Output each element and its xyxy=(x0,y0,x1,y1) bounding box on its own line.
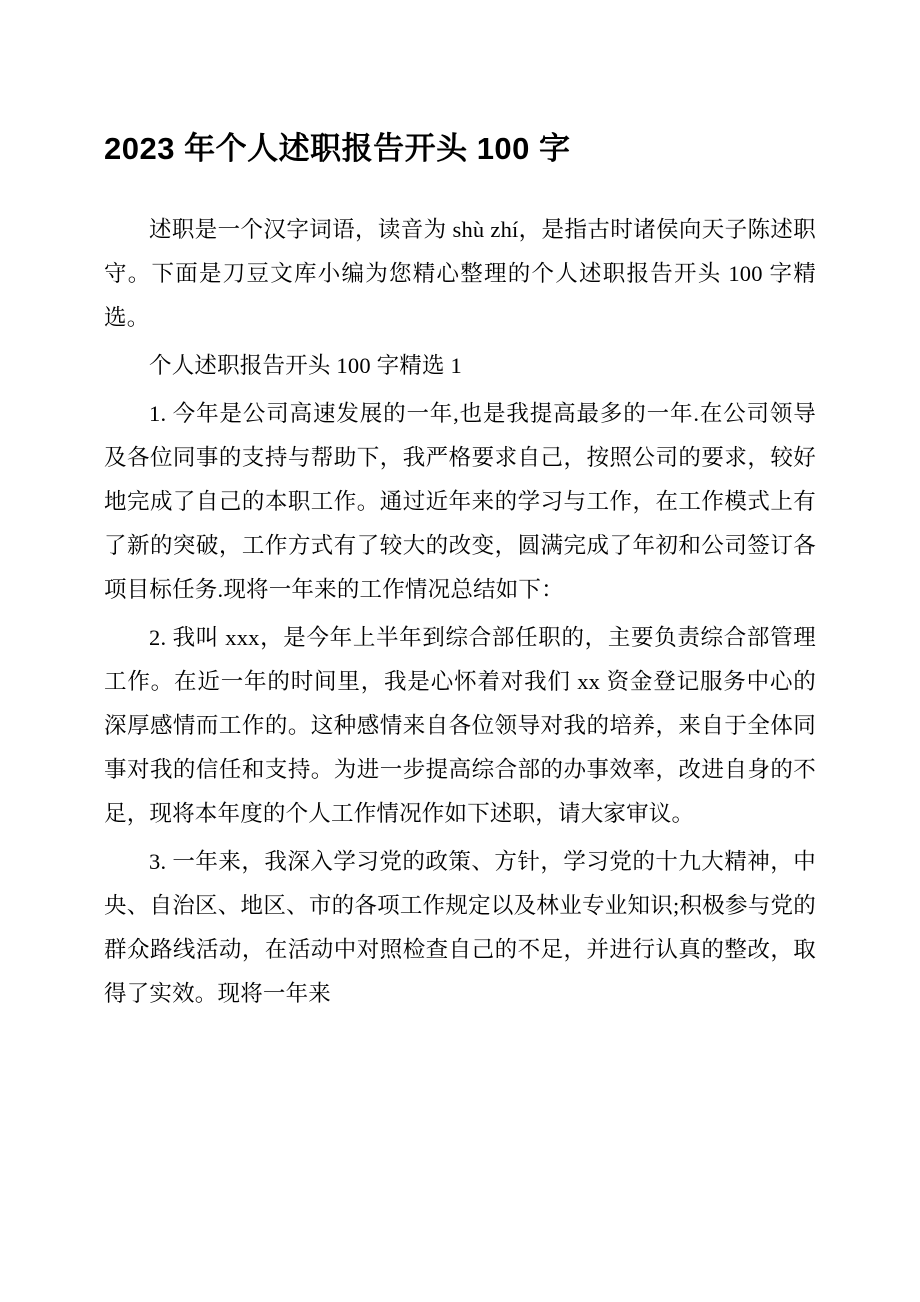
paragraph-item-1: 1. 今年是公司高速发展的一年,也是我提高最多的一年.在公司领导及各位同事的支持与帮助下，我严格要求自己，按照公司的要求，较好地完成了自己的本职工作。通过近年来的学习与工作，在工作模式上有了新的突破，工作方式有了较大的改变，圆满完成了年初和公司签订各项目标任务.现将一年来的工作情况总结如下： xyxy=(104,400,816,602)
paragraph-item-2: 2. 我叫 xxx，是今年上半年到综合部任职的，主要负责综合部管理工作。在近一年的时间里，我是心怀着对我们 xx 资金登记服务中心的深厚感情而工作的。这种感情来自各位领导对我的培养，来自于全体同事对我的信任和支持。为进一步提高综合部的办事效率，改进自身的不足，现将本年度的个人工作情况作如下述职，请大家审议。 xyxy=(104,624,816,826)
page-title: 2023 年个人述职报告开头 100 字 xyxy=(104,131,571,166)
paragraph-item-3: 3. 一年来，我深入学习党的政策、方针，学习党的十九大精神，中央、自治区、地区、市的各项工作规定以及林业专业知识;积极参与党的群众路线活动，在活动中对照检查自己的不足，并进行认真的整改，取得了实效。现将一年来 xyxy=(104,848,816,1006)
paragraph-section-heading: 个人述职报告开头 100 字精选 1 xyxy=(149,352,462,378)
paragraph-intro: 述职是一个汉字词语，读音为 shù zhí，是指古时诸侯向天子陈述职守。下面是刀豆文库小编为您精心整理的个人述职报告开头 100 字精选。 xyxy=(104,216,816,330)
